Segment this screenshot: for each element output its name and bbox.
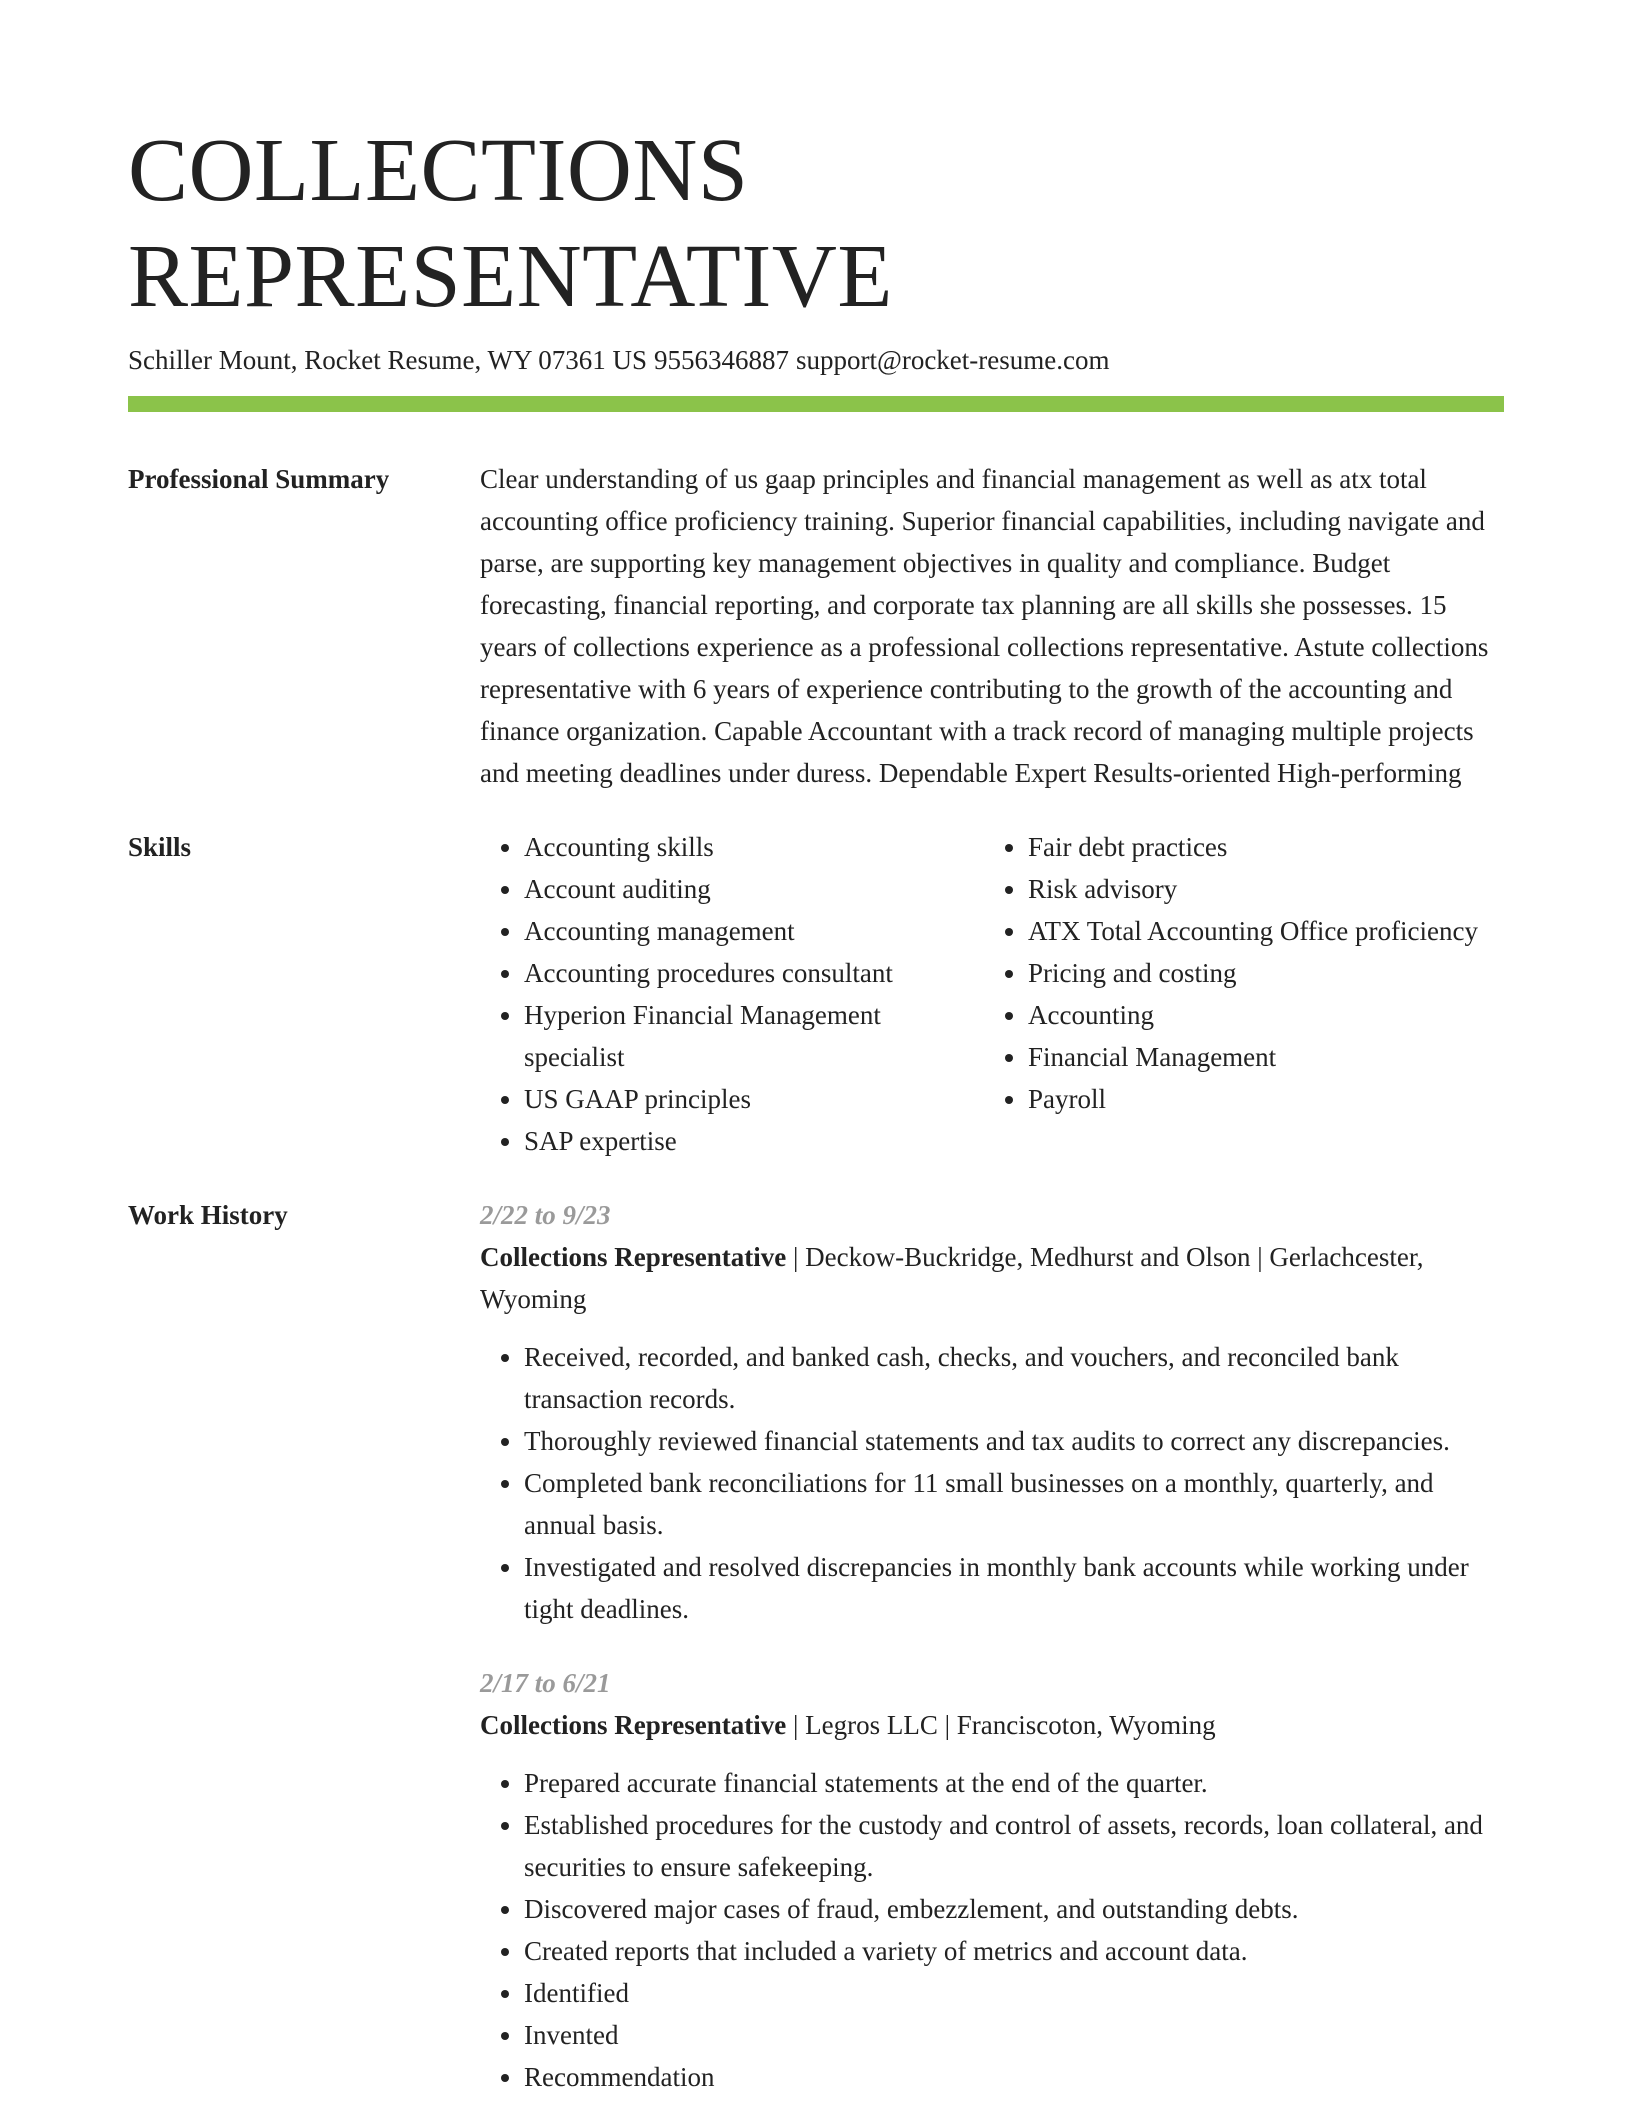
job-bullet: • Received, recorded, and banked cash, checks, and vouchers, and reconciled bank transaction records.: [524, 1336, 1504, 1420]
job-title: Collections Representative: [480, 1242, 787, 1272]
job-bullet: • Created reports that included a variety of metrics and account data.: [524, 1930, 1504, 1972]
resume-title: COLLECTIONS REPRESENTATIVE: [128, 121, 893, 326]
contact-address: Schiller Mount, Rocket Resume, WY 07361 US: [128, 345, 647, 375]
job-bullet: • Established procedures for the custody and control of assets, records, loan collateral, and securities to ensure safekeeping.: [524, 1804, 1504, 1888]
resume-page: [128, 118, 1504, 2098]
skill-item: • Fair debt practices: [1028, 826, 1488, 868]
job-bullets: [480, 1762, 1504, 2098]
job-dates: 2/17 to 6/21: [480, 1668, 611, 1698]
skill-item: • Hyperion Financial Management specialist: [524, 994, 984, 1078]
contact-line: [128, 342, 1504, 378]
job-bullet: • Prepared accurate financial statements at the end of the quarter.: [524, 1762, 1504, 1804]
contact-phone: 9556346887: [653, 345, 789, 375]
work-body: [480, 1194, 1504, 2098]
section-work-history: [128, 1194, 1504, 2098]
job-bullet: • Invented: [524, 2014, 1504, 2056]
job-bullet: • Completed bank reconciliations for 11 small businesses on a monthly, quarterly, and annual basis.: [524, 1462, 1504, 1546]
contact-email: support@rocket-resume.com: [795, 345, 1110, 375]
header-divider: [128, 396, 1504, 412]
skill-item: • Pricing and costing: [1028, 952, 1488, 994]
section-label: Work History: [128, 1200, 288, 1230]
job-bullet: • Recommendation: [524, 2056, 1504, 2098]
section-label: Skills: [128, 832, 192, 862]
job-details: | Legros LLC | Franciscoton, Wyoming: [786, 1710, 1216, 1740]
job-dates: 2/22 to 9/23: [480, 1200, 611, 1230]
skill-item: • Accounting skills: [524, 826, 984, 868]
skill-item: • Payroll: [1028, 1078, 1488, 1120]
job-title-line: [480, 1704, 1504, 1746]
skill-item: • Account auditing: [524, 868, 984, 910]
job-entry: [480, 1194, 1504, 1630]
section-label: Professional Summary: [128, 464, 390, 494]
job-details: | Deckow-Buckridge, Medhurst and Olson | Gerlachcester, Wyoming: [480, 1242, 1424, 1314]
skills-list-right: [984, 826, 1488, 1162]
job-bullet: • Investigated and resolved discrepancies in monthly bank accounts while working under tight deadlines.: [524, 1546, 1504, 1630]
skill-item: • Financial Management: [1028, 1036, 1488, 1078]
job-bullets: [480, 1336, 1504, 1630]
section-professional-summary: [128, 458, 1504, 794]
job-bullet: • Thoroughly reviewed financial statements and tax audits to correct any discrepancies.: [524, 1420, 1504, 1462]
skills-body: [480, 826, 1504, 1162]
job-entry: [480, 1662, 1504, 2098]
job-title: Collections Representative: [480, 1710, 787, 1740]
skill-item: • ATX Total Accounting Office proficiency: [1028, 910, 1488, 952]
skill-item: • US GAAP principles: [524, 1078, 984, 1120]
skill-item: • SAP expertise: [524, 1120, 984, 1162]
skill-item: • Risk advisory: [1028, 868, 1488, 910]
job-title-line: [480, 1236, 1504, 1320]
job-bullet: • Identified: [524, 1972, 1504, 2014]
section-skills: [128, 826, 1504, 1162]
skill-item: • Accounting procedures consultant: [524, 952, 984, 994]
skill-item: • Accounting: [1028, 994, 1488, 1036]
summary-text: Clear understanding of us gaap principles and financial management as well as atx total accounting office proficiency training. Superior financial capabilities, including navigate and parse, are supporting key management objectives in quality and compliance. Budget forecasting, financial reporting, and corporate tax planning are all skills she possesses. 15 years of collections experience as a professional collections representative. Astute collections representative with 6 years of experience contributing to the growth of the accounting and finance organization. Capable Accountant with a track record of managing multiple projects and meeting deadlines under duress. Dependable Expert Results-oriented High-performing: [480, 464, 1489, 788]
job-bullet: • Discovered major cases of fraud, embezzlement, and outstanding debts.: [524, 1888, 1504, 1930]
skills-list-left: [480, 826, 984, 1162]
skill-item: • Accounting management: [524, 910, 984, 952]
